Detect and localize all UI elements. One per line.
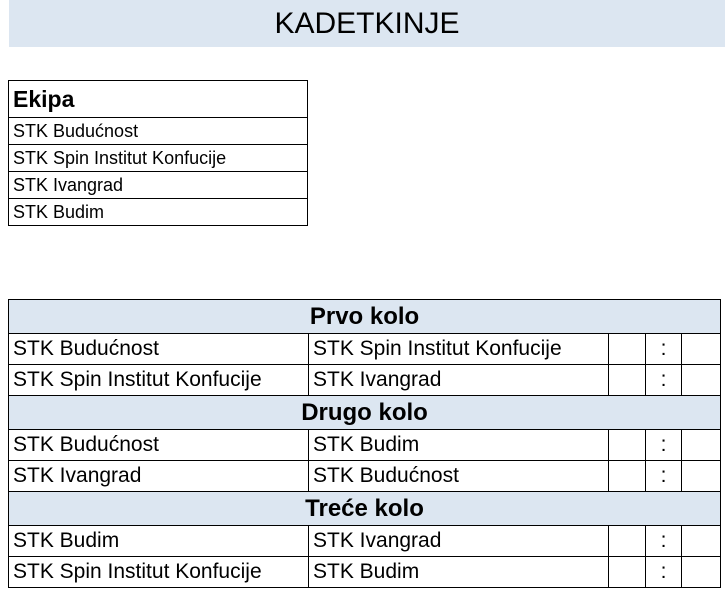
home-score-cell[interactable]: [609, 526, 646, 557]
round-title: Drugo kolo: [9, 396, 721, 430]
score-separator: :: [646, 365, 682, 396]
match-row: [9, 365, 721, 396]
score-separator: :: [646, 461, 682, 492]
round-title: Treće kolo: [9, 492, 721, 526]
team-table-header: Ekipa: [9, 81, 308, 118]
home-team-cell[interactable]: STK Budim: [9, 526, 309, 557]
away-score-cell[interactable]: [682, 365, 721, 396]
away-team-cell[interactable]: STK Budućnost: [309, 461, 609, 492]
home-score-cell[interactable]: [609, 430, 646, 461]
round-header-row: [9, 492, 721, 526]
team-cell[interactable]: STK Ivangrad: [9, 172, 308, 199]
home-score-cell[interactable]: [609, 334, 646, 365]
match-row: [9, 334, 721, 365]
score-separator: :: [646, 526, 682, 557]
team-cell[interactable]: STK Spin Institut Konfucije: [9, 145, 308, 172]
home-score-cell[interactable]: [609, 557, 646, 588]
home-team-cell[interactable]: STK Budućnost: [9, 334, 309, 365]
away-team-cell[interactable]: STK Ivangrad: [309, 365, 609, 396]
home-team-cell[interactable]: STK Ivangrad: [9, 461, 309, 492]
team-cell[interactable]: STK Budim: [9, 199, 308, 226]
away-score-cell[interactable]: [682, 526, 721, 557]
score-separator: :: [646, 430, 682, 461]
away-team-cell[interactable]: STK Budim: [309, 557, 609, 588]
home-team-cell[interactable]: STK Budućnost: [9, 430, 309, 461]
team-table: [8, 80, 308, 226]
home-team-cell[interactable]: STK Spin Institut Konfucije: [9, 365, 309, 396]
round-title: Prvo kolo: [9, 300, 721, 334]
away-score-cell[interactable]: [682, 461, 721, 492]
home-score-cell[interactable]: [609, 461, 646, 492]
home-score-cell[interactable]: [609, 365, 646, 396]
away-score-cell[interactable]: [682, 430, 721, 461]
away-team-cell[interactable]: STK Ivangrad: [309, 526, 609, 557]
home-team-cell[interactable]: STK Spin Institut Konfucije: [9, 557, 309, 588]
away-score-cell[interactable]: [682, 334, 721, 365]
score-separator: :: [646, 334, 682, 365]
away-score-cell[interactable]: [682, 557, 721, 588]
score-separator: :: [646, 557, 682, 588]
match-row: [9, 526, 721, 557]
schedule-table: [8, 299, 721, 588]
match-row: [9, 430, 721, 461]
round-header-row: [9, 300, 721, 334]
team-cell[interactable]: STK Budućnost: [9, 118, 308, 145]
round-header-row: [9, 396, 721, 430]
match-row: [9, 557, 721, 588]
away-team-cell[interactable]: STK Budim: [309, 430, 609, 461]
page-title: KADETKINJE: [9, 0, 725, 47]
away-team-cell[interactable]: STK Spin Institut Konfucije: [309, 334, 609, 365]
match-row: [9, 461, 721, 492]
